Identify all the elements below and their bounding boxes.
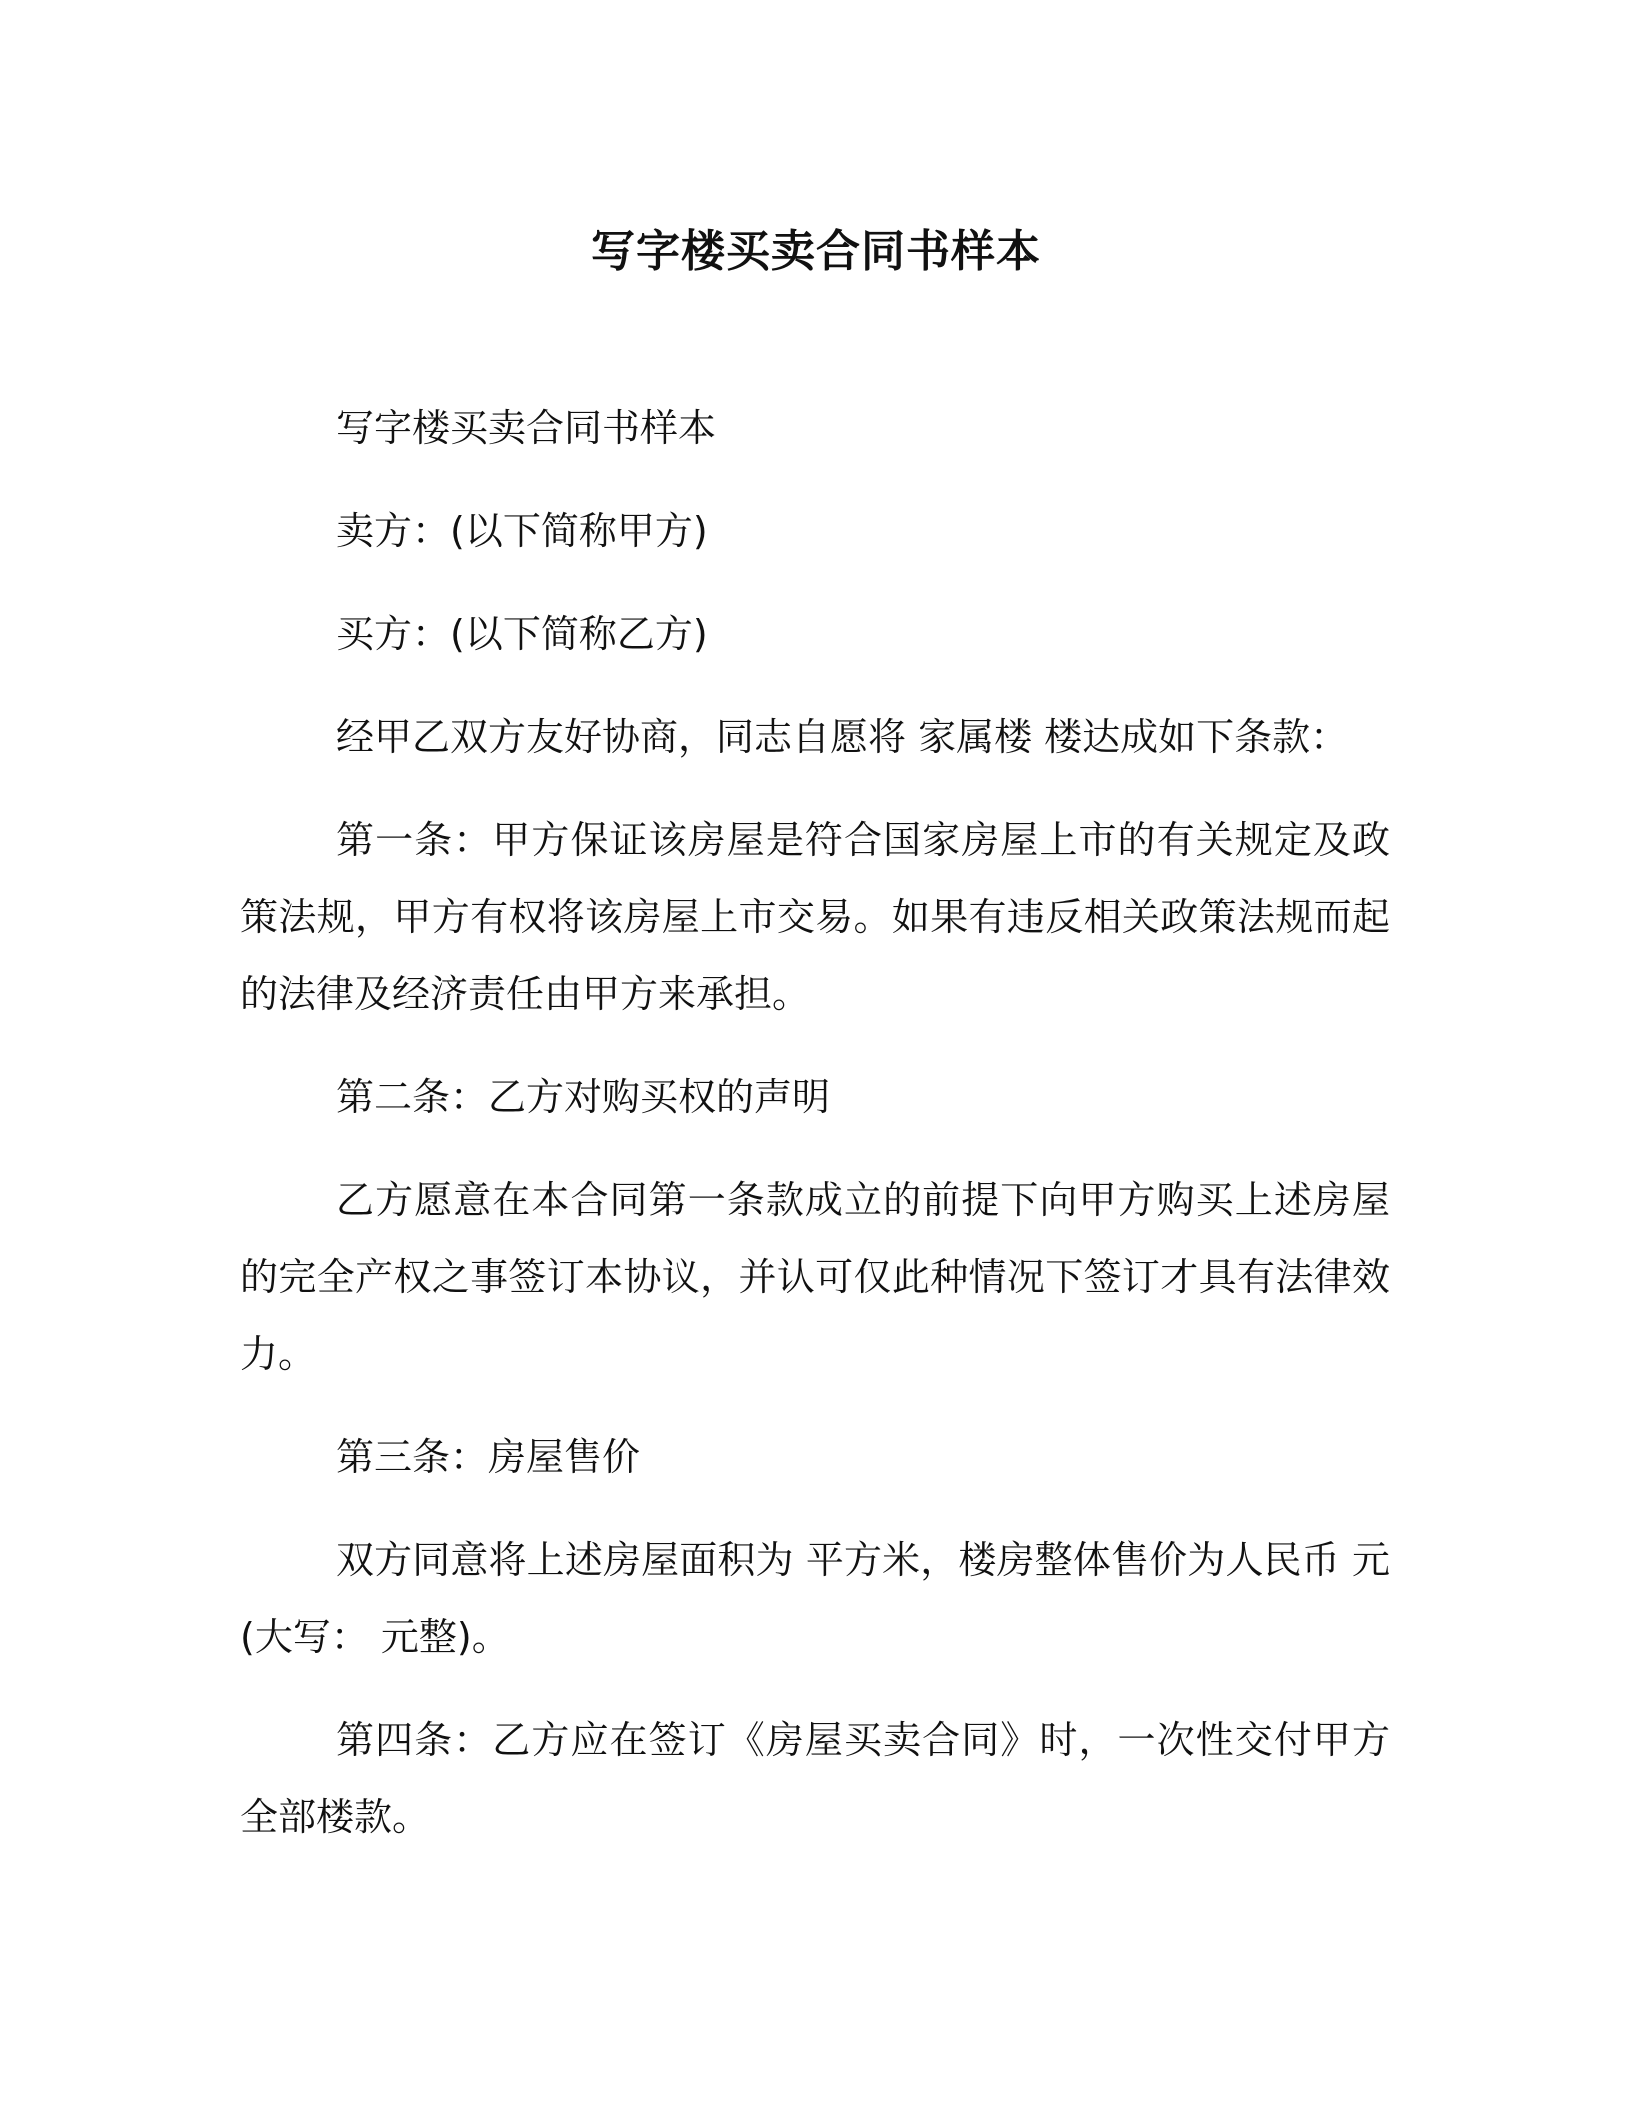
document-title: 写字楼买卖合同书样本 (591, 226, 1041, 277)
paragraph-preamble: 经甲乙双方友好协商，同志自愿将 家属楼 楼达成如下条款： (336, 715, 1349, 759)
paragraph-article-2-heading: 第二条：乙方对购买权的声明 (336, 1075, 831, 1119)
paragraph-article-1: 第一条：甲方保证该房屋是符合国家房屋上市的有关规定及政策法规，甲方有权将该房屋上市交易。如果有违反相关政策法规而起的法律及经济责任由甲方来承担。 (240, 818, 1390, 1016)
paragraph-seller: 卖方：(以下简称甲方) (336, 509, 708, 553)
paragraph-article-3-body: 双方同意将上述房屋面积为 平方米，楼房整体售价为人民币 元(大写： 元整)。 (240, 1538, 1390, 1659)
paragraph-article-4: 第四条：乙方应在签订《房屋买卖合同》时，一次性交付甲方全部楼款。 (240, 1718, 1390, 1839)
paragraph-buyer: 买方：(以下简称乙方) (336, 612, 708, 656)
paragraph-article-3-heading: 第三条：房屋售价 (336, 1435, 641, 1479)
paragraph-article-2-body: 乙方愿意在本合同第一条款成立的前提下向甲方购买上述房屋的完全产权之事签订本协议，并认可仅此种情况下签订才具有法律效力。 (240, 1178, 1390, 1376)
document-body (240, 390, 1390, 1882)
paragraph-subtitle: 写字楼买卖合同书样本 (336, 406, 717, 450)
